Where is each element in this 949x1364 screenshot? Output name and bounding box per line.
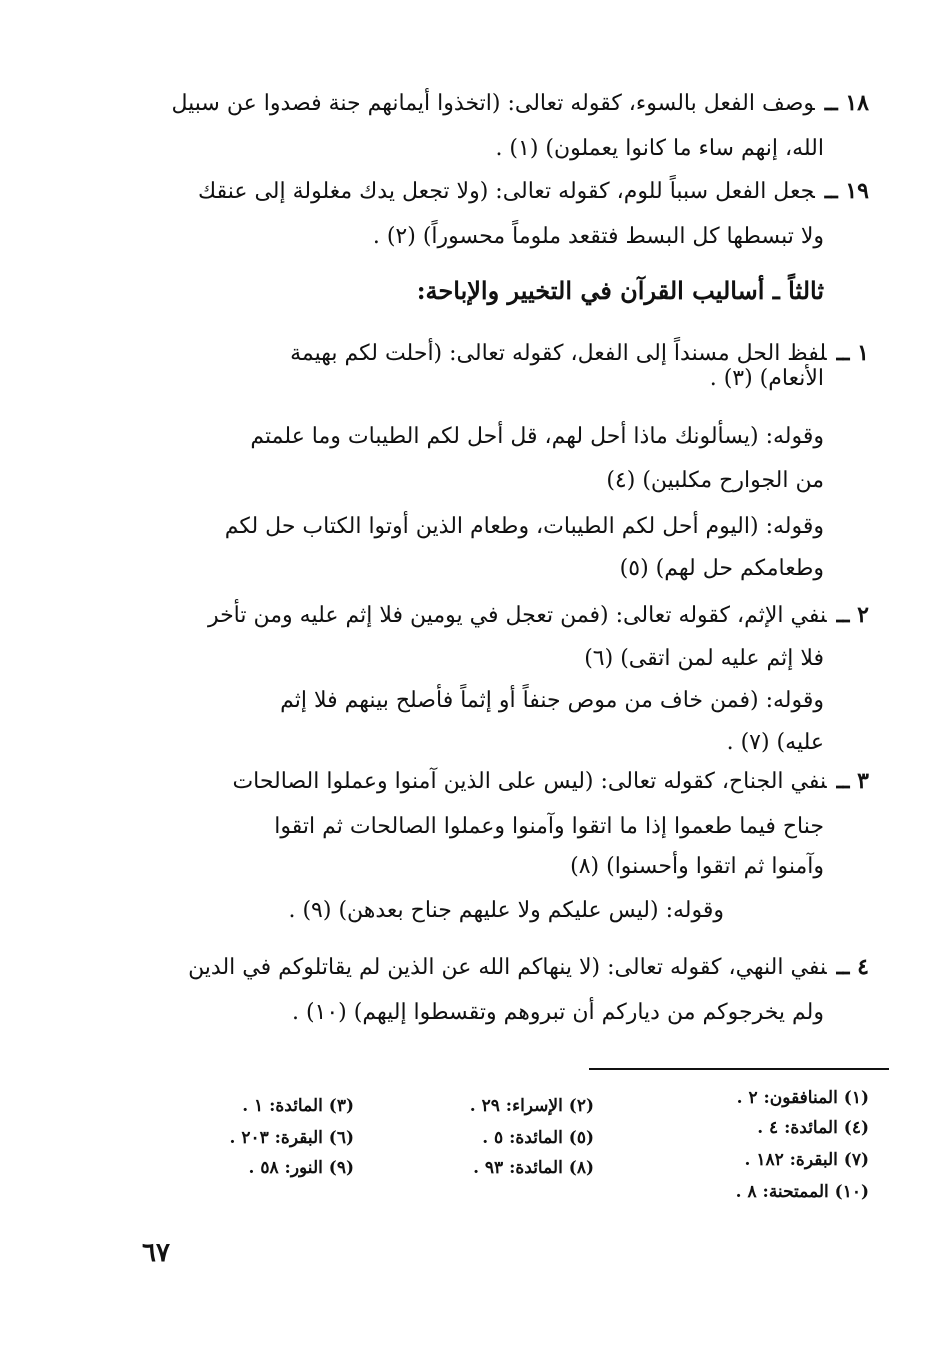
line-text: وقوله: (ليس عليكم ولا عليهم جناح بعدهن) (٩) .	[288, 898, 724, 923]
footnote: (٢) الإسراء: ٢٩ .	[469, 1096, 594, 1116]
body-line	[135, 640, 824, 678]
body-line	[135, 360, 824, 398]
body-line	[135, 724, 824, 762]
line-text: وقوله: (يسألونك ماذا أحل لهم، قل أحل لكم الطيبات وما علمتم	[250, 424, 824, 449]
footnote: (١٠) الممتحنة: ٨ .	[735, 1182, 869, 1202]
line-text: ولم يخرجوكم من دياركم أن تبروهم وتقسطوا إليهم) (١٠) .	[291, 1000, 824, 1025]
body-line	[135, 218, 824, 256]
body-line	[135, 84, 869, 123]
body-line	[135, 948, 869, 987]
footnote: (٧) البقرة: ١٨٢ .	[744, 1150, 869, 1170]
line-text: جعل الفعل سبباً للوم، كقوله تعالى: (ولا تجعل يدك مغلولة إلى عنقك	[198, 179, 815, 204]
item-number: ١ ــ	[836, 340, 869, 366]
body-line	[135, 596, 869, 635]
body-line	[135, 462, 824, 500]
item-number: ١٩ ــ	[824, 178, 869, 204]
footnote: (١) المنافقون: ٢ .	[736, 1088, 869, 1108]
line-text: الأنعام) (٣) .	[709, 366, 824, 391]
line-text: جناح فيما طعموا إذا ما اتقوا وآمنوا وعملوا الصالحات ثم اتقوا	[274, 814, 824, 839]
heading-text: ثالثاً ـ أساليب القرآن في التخيير والإباحة:	[416, 276, 824, 305]
footnote: (٥) المائدة: ٥ .	[482, 1128, 594, 1148]
body-line	[135, 418, 824, 456]
footnote: (٦) البقرة: ٢٠٣ .	[229, 1128, 354, 1148]
item-number: ٣ ــ	[836, 768, 869, 794]
line-text: وقوله: (اليوم أحل لكم الطيبات، وطعام الذين أوتوا الكتاب حل لكم	[224, 514, 824, 539]
body-line	[135, 172, 869, 211]
line-text: عليه) (٧) .	[726, 730, 824, 755]
footnote: (٤) المائدة: ٤ .	[757, 1118, 869, 1138]
line-text: وآمنوا ثم اتقوا وأحسنوا) (٨)	[570, 854, 824, 879]
line-text: فلا إثم عليه لمن اتقى) (٦)	[584, 646, 824, 671]
page-number: ٦٧	[142, 1238, 170, 1268]
line-text: نفي النهي، كقوله تعالى: (لا ينهاكم الله عن الذين لم يقاتلوكم في الدين	[188, 955, 827, 980]
body-line	[135, 892, 724, 930]
footnote: (٩) النور: ٥٨ .	[248, 1158, 354, 1178]
body-line	[135, 508, 824, 546]
line-text: من الجوارح مكلبين) (٤)	[606, 468, 824, 493]
line-text: وصف الفعل بالسوء، كقوله تعالى: (اتخذوا أيمانهم جنة فصدوا عن سبيل	[171, 91, 815, 116]
item-number: ١٨ ــ	[824, 90, 869, 116]
section-heading	[135, 272, 824, 310]
line-text: الله، إنهم ساء ما كانوا يعملون) (١) .	[495, 136, 824, 161]
body-line	[135, 130, 824, 168]
body-line	[135, 550, 824, 588]
line-text: وقوله: (فمن خاف من موص جنفاً أو إثماً فأصلح بينهم فلا إثم	[280, 688, 824, 713]
line-text: وطعامكم حل لهم) (٥)	[619, 556, 824, 581]
body-line	[135, 682, 824, 720]
body-line	[135, 994, 824, 1032]
line-text: نفي الإثم، كقوله تعالى: (فمن تعجل في يومين فلا إثم عليه ومن تأخر	[207, 603, 827, 628]
body-line	[135, 848, 824, 886]
line-text: لفظ الحل مسنداً إلى الفعل، كقوله تعالى: (أحلت لكم بهيمة	[290, 341, 827, 366]
body-line	[135, 808, 824, 846]
footnote-divider	[589, 1068, 889, 1070]
item-number: ٤ ــ	[836, 954, 869, 980]
item-number: ٢ ــ	[836, 602, 869, 628]
line-text: نفي الجناح، كقوله تعالى: (ليس على الذين آمنوا وعملوا الصالحات	[232, 769, 827, 794]
footnote: (٣) المائدة: ١ .	[242, 1096, 354, 1116]
body-line	[135, 762, 869, 801]
line-text: ولا تبسطها كل البسط فتقعد ملوماً محسوراً) (٢) .	[372, 224, 824, 249]
footnote: (٨) المائدة: ٩٣ .	[473, 1158, 594, 1178]
